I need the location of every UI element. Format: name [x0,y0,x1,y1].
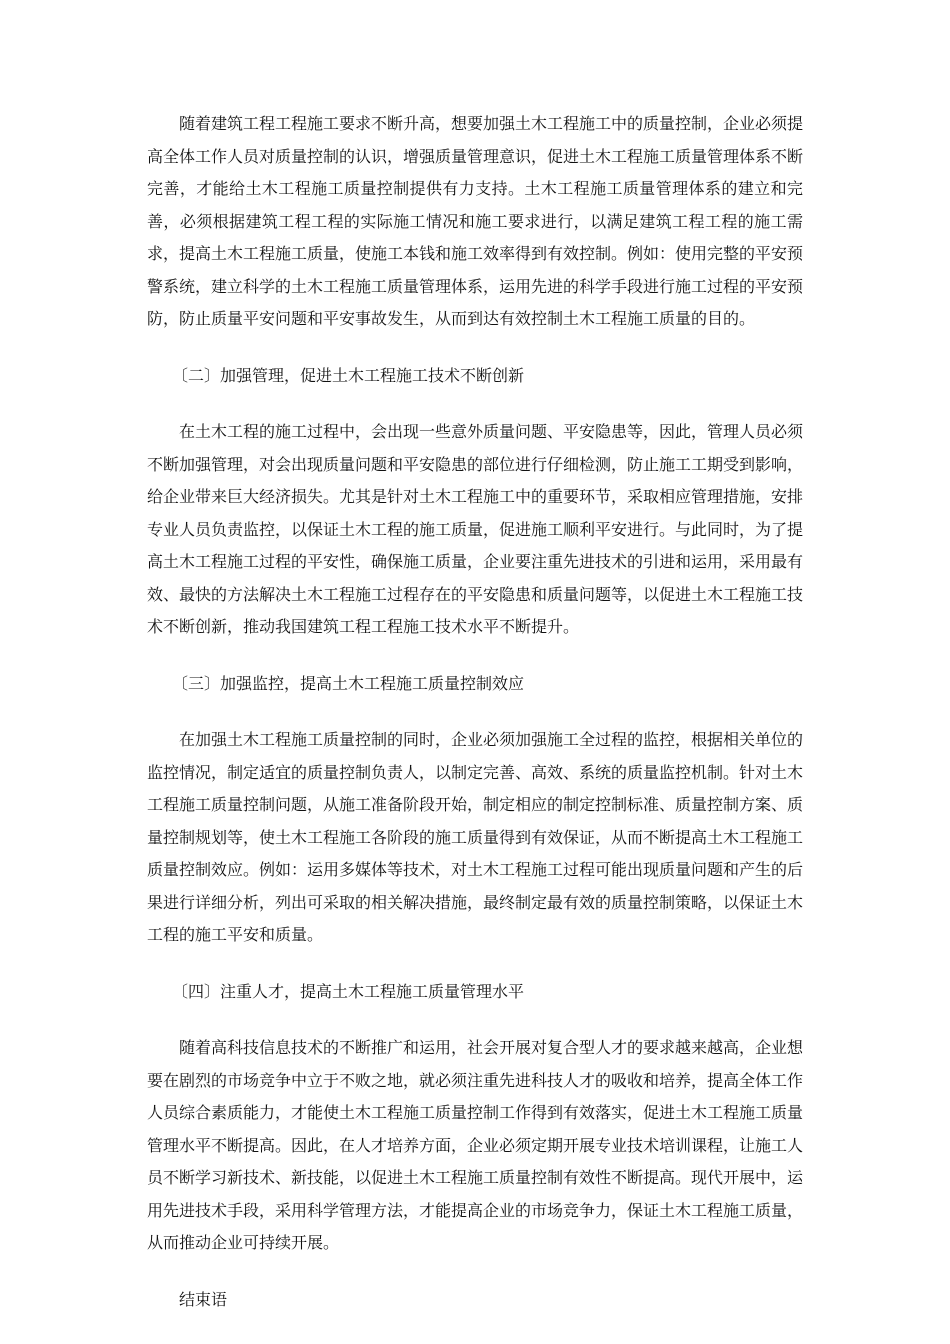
body-paragraph-2: 在土木工程的施工过程中，会出现一些意外质量问题、平安隐患等，因此，管理人员必须不断加强管理，对会出现质量问题和平安隐患的部位进行仔细检测，防止施工工期受到影响，给企业带来巨大经济损失。尤其是针对土木工程施工中的重要环节，采取相应管理措施，安排专业人员负责监控，以保证土木工程的施工质量，促进施工顺利平安进行。与此同时，为了提高土木工程施工过程的平安性，确保施工质量，企业要注重先进技术的引进和运用，采用最有效、最快的方法解决土木工程施工过程存在的平安隐患和质量问题等，以促进土木工程施工技术不断创新，推动我国建筑工程工程施工技术水平不断提升。 [147,422,804,636]
body-paragraph-3: 在加强土木工程施工质量控制的同时，企业必须加强施工全过程的监控，根据相关单位的监控情况，制定适宜的质量控制负责人，以制定完善、高效、系统的质量监控机制。针对土木工程施工质量控制问题，从施工准备阶段开始，制定相应的制定控制标准、质量控制方案、质量控制规划等，使土木工程施工各阶段的施工质量得到有效保证，从而不断提高土木工程施工质量控制效应。例如：运用多媒体等技术，对土木工程施工过程可能出现质量问题和产生的后果进行详细分析，列出可采取的相关解决措施，最终制定最有效的质量控制策略，以保证土木工程的施工平安和质量。 [147,730,804,944]
section-heading-2: 〔二〕加强管理，促进土木工程施工技术不断创新 [172,365,525,385]
closing-heading: 结束语 [179,1289,228,1309]
document-body [147,108,803,1316]
body-paragraph-4: 随着高科技信息技术的不断推广和运用，社会开展对复合型人才的要求越来越高，企业想要在剧烈的市场竞争中立于不败之地，就必须注重先进科技人才的吸收和培养，提高全体工作人员综合素质能力，才能使土木工程施工质量控制工作得到有效落实，促进土木工程施工质量管理水平不断提高。因此，在人才培养方面，企业必须定期开展专业技术培训课程，让施工人员不断学习新技术、新技能，以促进土木工程施工质量控制有效性不断提高。现代开展中，运用先进技术手段，采用科学管理方法，才能提高企业的市场竞争力，保证土木工程施工质量，从而推动企业可持续开展。 [147,1038,804,1252]
section-heading-4: 〔四〕注重人才，提高土木工程施工质量管理水平 [172,981,525,1001]
section-heading-3: 〔三〕加强监控，提高土木工程施工质量控制效应 [172,673,525,693]
body-paragraph-1: 随着建筑工程工程施工要求不断升高，想要加强土木工程施工中的质量控制，企业必须提高全体工作人员对质量控制的认识，增强质量管理意识，促进土木工程施工质量管理体系不断完善，才能给土木工程施工质量控制提供有力支持。土木工程施工质量管理体系的建立和完善，必须根据建筑工程工程的实际施工情况和施工要求进行，以满足建筑工程工程的施工需求，提高土木工程施工质量，使施工本钱和施工效率得到有效控制。例如：使用完整的平安预警系统，建立科学的土木工程施工质量管理体系，运用先进的科学手段进行施工过程的平安预防，防止质量平安问题和平安事故发生，从而到达有效控制土木工程施工质量的目的。 [147,114,804,328]
